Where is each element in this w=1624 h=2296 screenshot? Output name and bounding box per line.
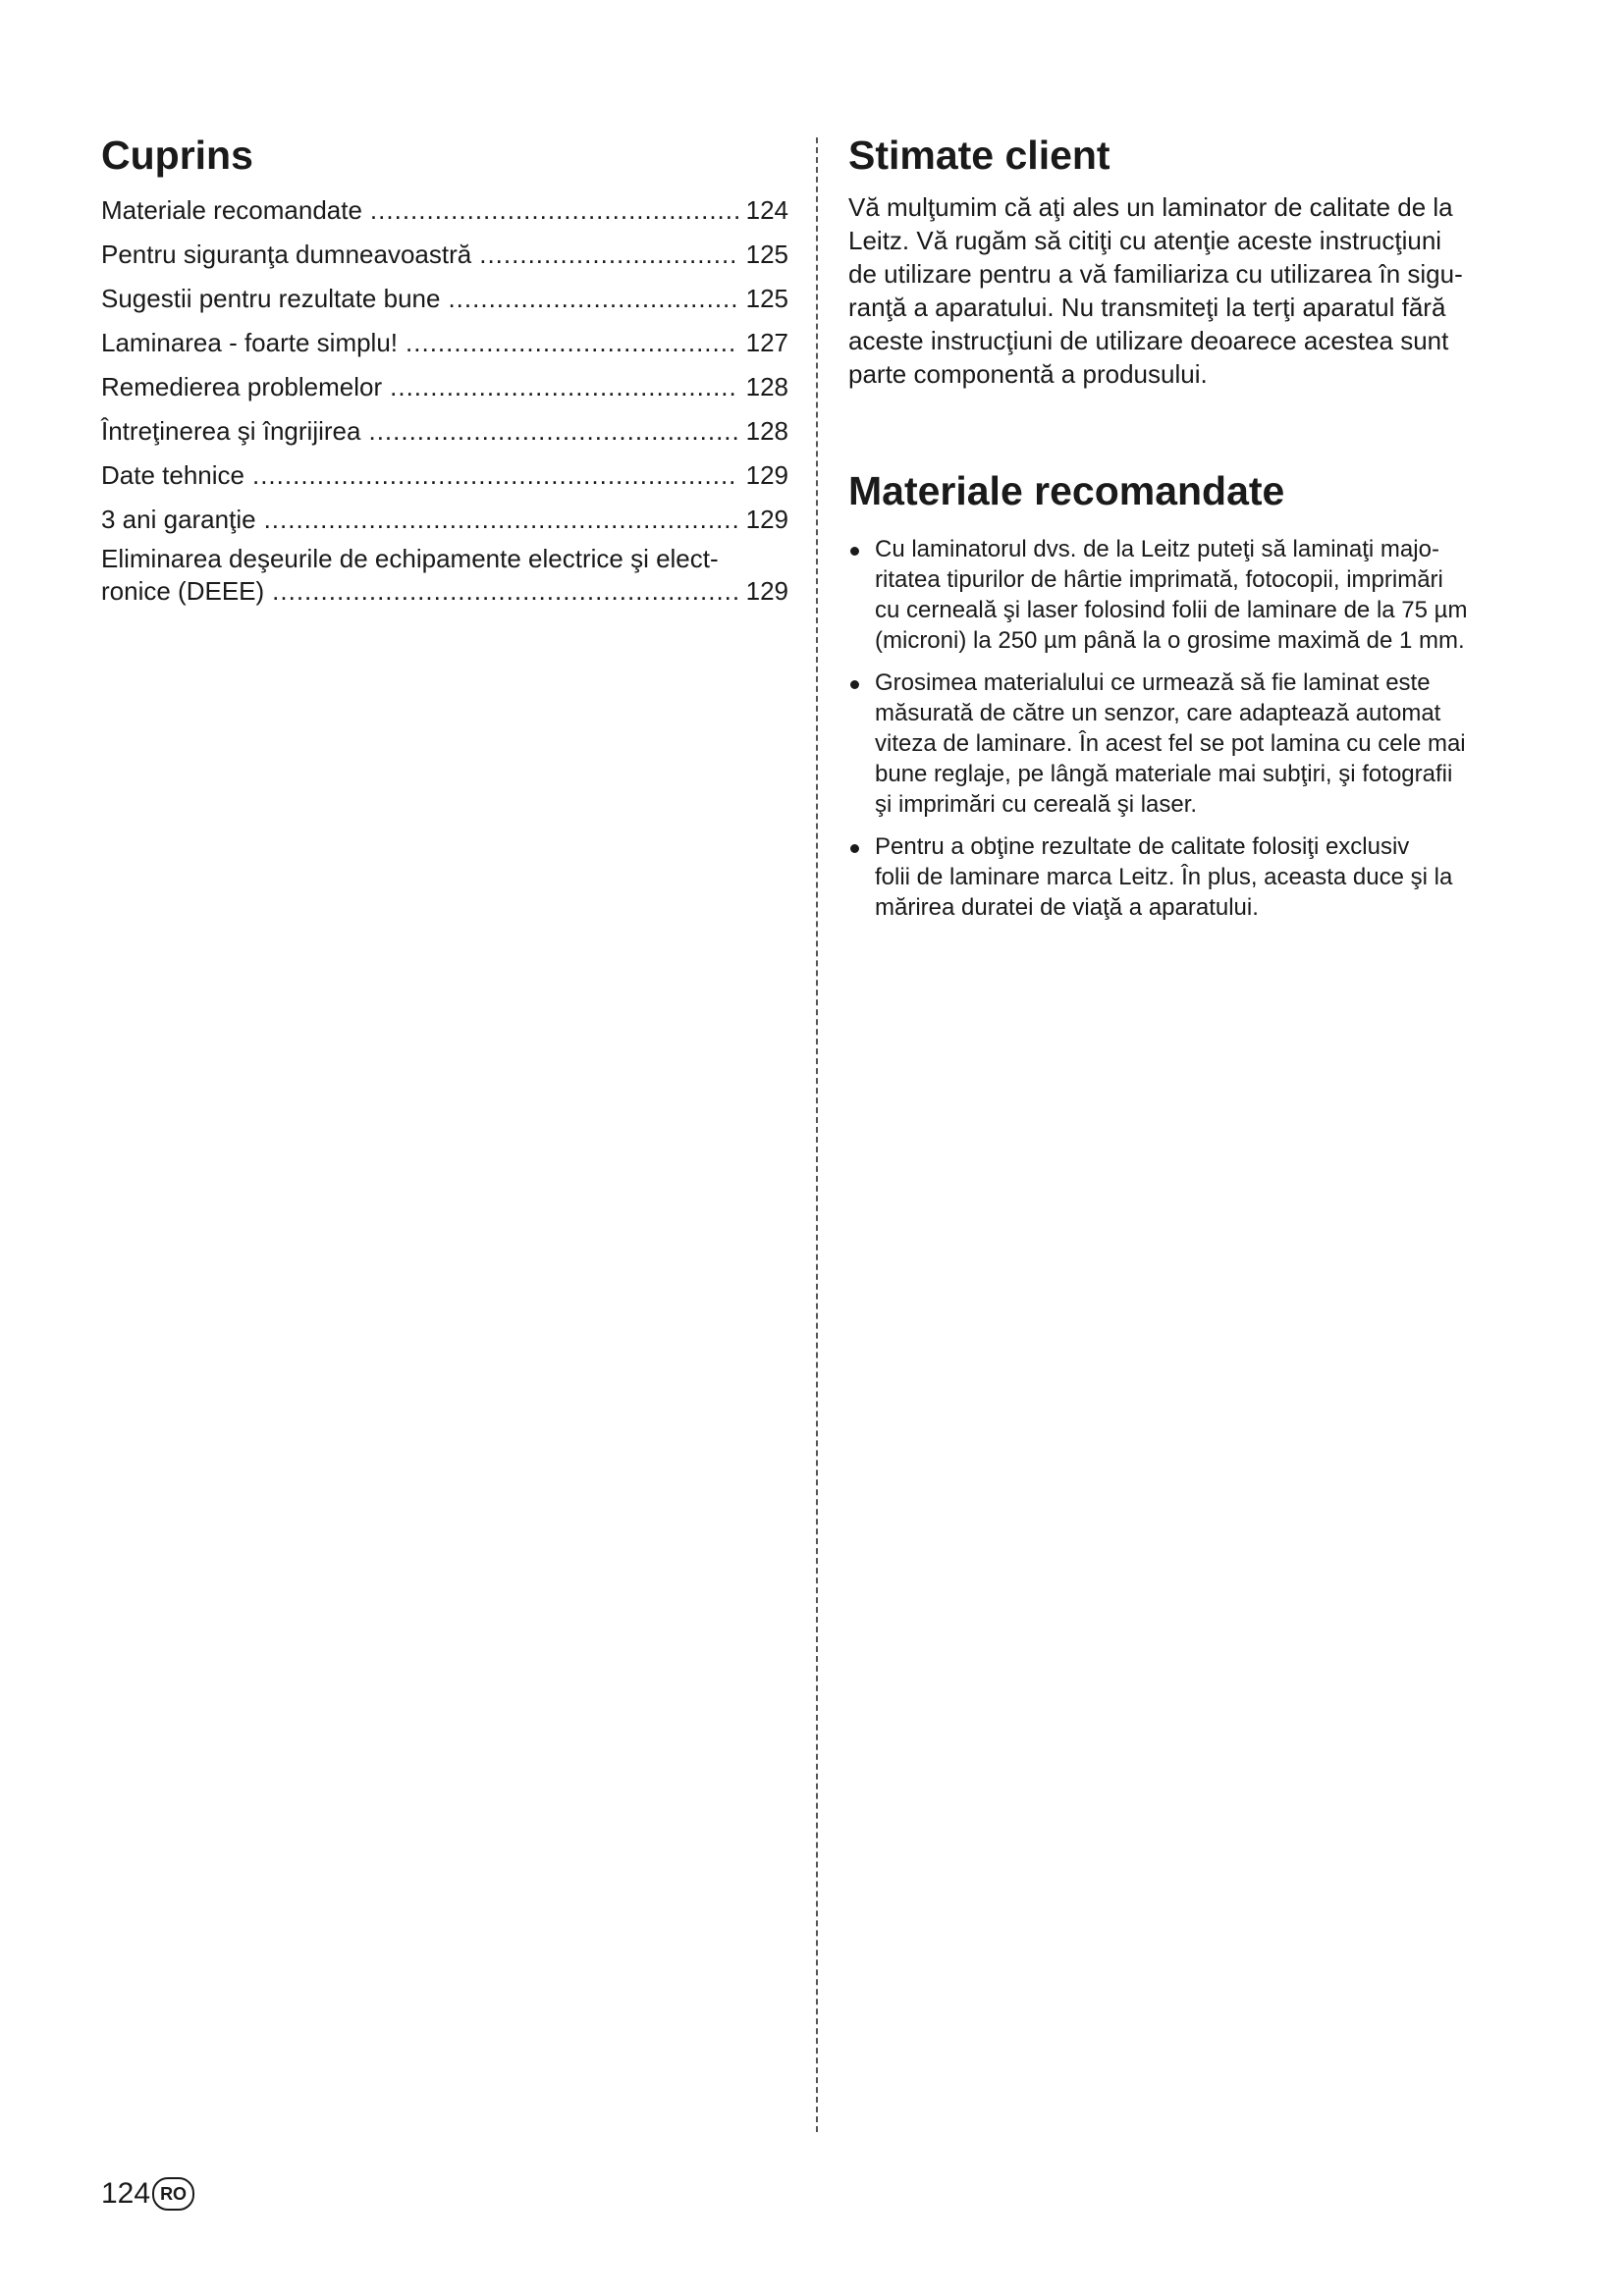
toc-entry-page: 129 — [745, 576, 788, 606]
toc-entry-label: Date tehnice — [101, 460, 244, 490]
column-divider — [816, 137, 818, 2132]
language-badge: RO — [152, 2177, 194, 2211]
bullet-icon — [850, 547, 859, 556]
toc-entry[interactable] — [101, 504, 788, 543]
toc-leader-dots — [370, 194, 738, 227]
materials-list — [848, 534, 1526, 923]
toc-entry[interactable] — [101, 543, 788, 608]
list-item-line: măsurată de către un senzor, care adaptează automat — [875, 700, 1441, 726]
list-item-line: viteza de laminare. În acest fel se pot lamina cu cele mai — [875, 730, 1466, 757]
toc-entry[interactable] — [101, 371, 788, 415]
toc-entry[interactable] — [101, 283, 788, 327]
toc-entry-page: 125 — [745, 240, 788, 269]
intro-line: Vă mulţumim că aţi ales un laminator de calitate de la — [848, 192, 1453, 222]
toc-entry-page: 128 — [745, 372, 788, 401]
list-item — [848, 831, 1526, 923]
list-item-line: ritatea tipurilor de hârtie imprimată, fotocopii, imprimări — [875, 566, 1443, 593]
list-item-line: şi imprimări cu cereală şi laser. — [875, 791, 1198, 818]
toc-leader-dots — [479, 239, 737, 271]
list-item-line: Pentru a obţine rezultate de calitate folosiţi exclusiv — [875, 833, 1410, 860]
toc-entry-page: 127 — [745, 328, 788, 357]
list-item — [848, 667, 1526, 820]
page-number: 124 — [101, 2177, 151, 2210]
list-item-line: mărirea duratei de viaţă a aparatului. — [875, 894, 1259, 921]
toc-leader-dots — [368, 415, 737, 448]
toc-entry-label-line2: ronice (DEEE) — [101, 576, 265, 606]
materials-title: Materiale recomandate — [848, 468, 1285, 513]
toc-entry[interactable] — [101, 239, 788, 283]
list-item-line: cu cerneală şi laser folosind folii de laminare de la 75 µm — [875, 597, 1468, 623]
toc-entry-label-line1: Eliminarea deşeurile de echipamente electrice şi elect- — [101, 544, 719, 573]
list-item-line: bune reglaje, pe lângă materiale mai subţiri, şi fotografii — [875, 761, 1453, 787]
intro-paragraph — [848, 190, 1526, 391]
toc-entry-label: Pentru siguranţa dumneavoastră — [101, 240, 472, 269]
bullet-icon — [850, 844, 859, 853]
intro-line: aceste instrucţiuni de utilizare deoarece acestea sunt — [848, 326, 1449, 355]
toc-entry-page: 128 — [745, 416, 788, 446]
toc-entry-label: Materiale recomandate — [101, 195, 362, 225]
bullet-icon — [850, 680, 859, 689]
toc-entry-page: 129 — [745, 505, 788, 534]
toc-leader-dots — [272, 575, 737, 608]
toc-entry[interactable] — [101, 194, 788, 239]
toc-entry-page: 125 — [745, 284, 788, 313]
page-footer — [101, 2177, 194, 2211]
table-of-contents — [101, 130, 788, 608]
intro-title: Stimate client — [848, 133, 1110, 178]
toc-leader-dots — [252, 459, 738, 492]
toc-entry-page: 124 — [745, 195, 788, 225]
intro-line: Leitz. Vă rugăm să citiţi cu atenţie aceste instrucţiuni — [848, 226, 1442, 255]
toc-entry-page: 129 — [745, 460, 788, 490]
list-item-line: (microni) la 250 µm până la o grosime maximă de 1 mm. — [875, 627, 1465, 654]
intro-line: ranţă a aparatului. Nu transmiteţi la terţi aparatul fără — [848, 293, 1446, 322]
toc-entry[interactable] — [101, 415, 788, 459]
toc-list — [101, 194, 788, 608]
toc-entry[interactable] — [101, 327, 788, 371]
toc-entry-label: Întreţinerea şi îngrijirea — [101, 416, 361, 446]
list-item-line: Grosimea materialului ce urmează să fie laminat este — [875, 669, 1431, 696]
toc-entry-label: Sugestii pentru rezultate bune — [101, 284, 441, 313]
materials-section — [848, 465, 1526, 923]
toc-entry[interactable] — [101, 459, 788, 504]
toc-leader-dots — [406, 327, 738, 359]
intro-line: de utilizare pentru a vă familiariza cu utilizarea în sigu- — [848, 259, 1463, 289]
list-item-line: folii de laminare marca Leitz. În plus, aceasta duce şi la — [875, 864, 1453, 890]
right-column — [848, 130, 1526, 934]
toc-entry-label: 3 ani garanţie — [101, 505, 256, 534]
intro-line: parte componentă a produsului. — [848, 359, 1208, 389]
toc-entry-label: Laminarea - foarte simplu! — [101, 328, 399, 357]
list-item — [848, 534, 1526, 656]
toc-leader-dots — [448, 283, 737, 315]
toc-entry-line2 — [101, 575, 788, 608]
toc-entry-label: Remedierea problemelor — [101, 372, 383, 401]
toc-title: Cuprins — [101, 133, 253, 178]
toc-leader-dots — [264, 504, 738, 536]
toc-leader-dots — [390, 371, 737, 403]
list-item-line: Cu laminatorul dvs. de la Leitz puteţi să laminaţi majo- — [875, 536, 1439, 562]
